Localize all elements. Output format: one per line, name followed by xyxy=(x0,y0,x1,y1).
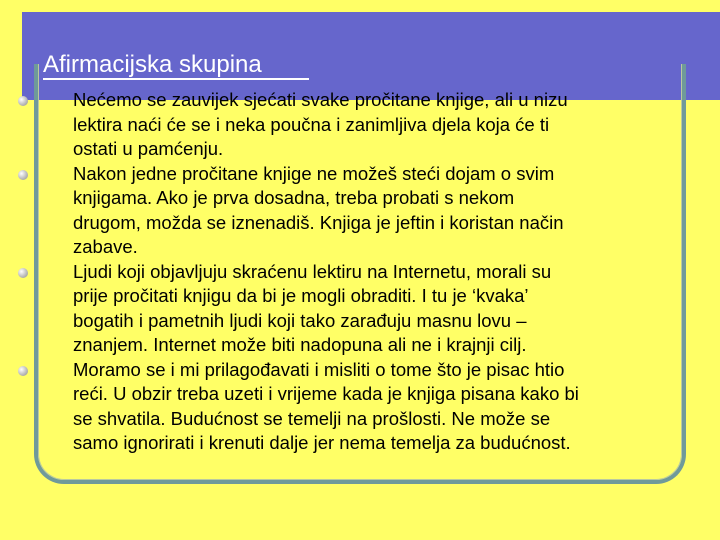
bullet-line: Nećemo se zauvijek sjećati svake pročitane knjige, ali u nizu xyxy=(73,89,568,110)
bullet-line: zabave. xyxy=(73,236,138,257)
bullet-item xyxy=(18,88,698,162)
bullet-line: samo ignorirati i krenuti dalje jer nema temelja za budućnost. xyxy=(73,432,571,453)
bullet-line: prije pročitati knjigu da bi je mogli obraditi. I tu je ‘kvaka’ xyxy=(73,285,529,306)
bullet-line: znanjem. Internet može biti nadopuna ali ne i krajnji cilj. xyxy=(73,334,527,355)
bullet-line: knjigama. Ako je prva dosadna, treba probati s nekom xyxy=(73,187,515,208)
bullet-text xyxy=(73,358,683,456)
bullet-text xyxy=(73,162,683,260)
bullet-item xyxy=(18,162,698,260)
bullet-dot-icon xyxy=(18,366,28,376)
bullet-text xyxy=(73,260,683,358)
bullet-dot-icon xyxy=(18,268,28,278)
slide-title: Afirmacijska skupina xyxy=(43,51,262,78)
bullet-text xyxy=(73,88,683,162)
bullet-line: Ljudi koji objavljuju skraćenu lektiru na Internetu, morali su xyxy=(73,260,552,282)
bullet-item xyxy=(18,358,698,456)
bullet-dot-icon xyxy=(18,96,28,106)
bullet-line: ostati u pamćenju. xyxy=(73,138,224,159)
bullet-list xyxy=(18,88,698,456)
bullet-line: Moramo se i mi prilagođavati i misliti o tome što je pisac htio xyxy=(73,358,565,380)
bullet-line: se shvatila. Budućnost se temelji na prošlosti. Ne može se xyxy=(73,407,551,429)
bullet-dot-icon xyxy=(18,170,28,180)
bullet-line: bogatih i pametnih ljudi koji tako zarađuju masnu lovu – xyxy=(73,309,527,331)
bullet-line: reći. U obzir treba uzeti i vrijeme kada je knjiga pisana kako bi xyxy=(73,383,579,404)
bullet-line: lektira naći će se i neka poučna i zanimljiva djela koja će ti xyxy=(73,113,550,135)
bullet-item xyxy=(18,260,698,358)
bullet-line: Nakon jedne pročitane knjige ne možeš steći dojam o svim xyxy=(73,162,555,184)
bullet-line: drugom, možda se iznenadiš. Knjiga je jeftin i koristan način xyxy=(73,211,564,233)
